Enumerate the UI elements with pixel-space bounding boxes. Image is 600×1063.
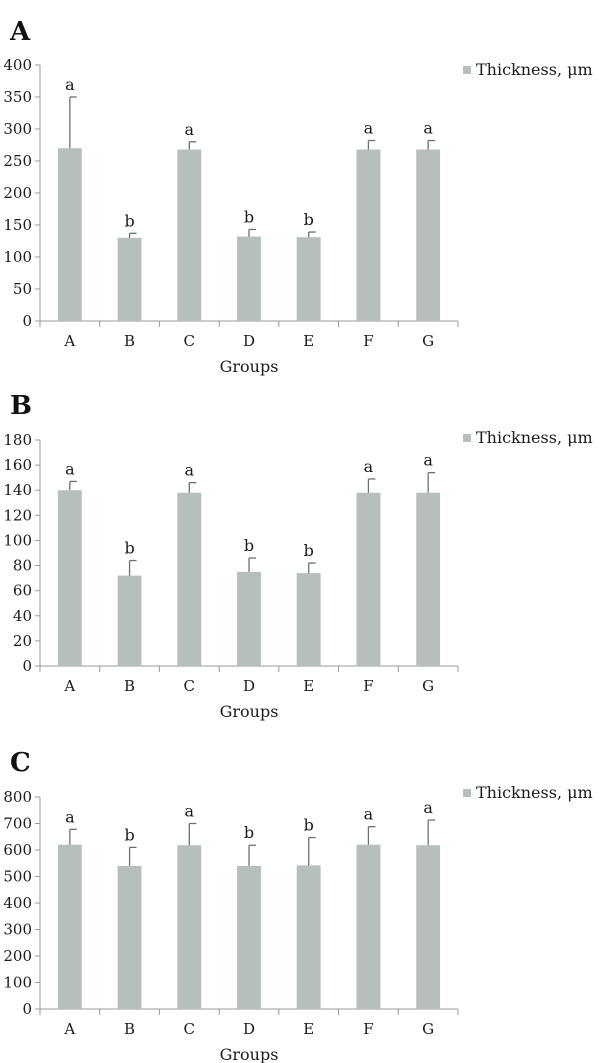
y-tick-label: 250 (3, 152, 32, 170)
bar (237, 237, 261, 321)
legend-label: Thickness, μm (476, 783, 593, 802)
legend-swatch (463, 789, 471, 797)
x-tick-label: D (242, 1020, 256, 1038)
x-tick-label: C (183, 1020, 196, 1038)
y-tick-label: 0 (22, 1000, 32, 1018)
y-tick-label: 100 (3, 531, 32, 550)
significance-letter: a (363, 804, 374, 824)
x-tick-label: G (422, 677, 435, 695)
x-tick-label: E (303, 1020, 315, 1038)
bar (118, 866, 142, 1009)
x-tick-label: B (124, 677, 136, 695)
y-tick-label: 0 (22, 312, 32, 330)
y-tick-label: 80 (12, 556, 32, 575)
y-tick-label: 700 (3, 814, 32, 833)
bar (416, 149, 440, 321)
chart-panel-b (3, 391, 592, 721)
bar (356, 493, 380, 666)
x-tick-label: A (64, 677, 76, 695)
x-tick-label: F (363, 1020, 374, 1038)
bar (416, 845, 440, 1009)
bar (177, 149, 201, 321)
x-axis-label: Groups (219, 702, 279, 721)
x-tick-label: G (422, 332, 435, 350)
x-tick-label: B (124, 332, 136, 350)
bar (58, 845, 82, 1009)
significance-letter: a (65, 459, 75, 479)
bar (356, 149, 380, 321)
significance-letter: b (303, 541, 314, 561)
y-tick-label: 800 (3, 788, 32, 806)
x-tick-label: G (422, 1020, 435, 1038)
significance-letter: b (243, 536, 255, 556)
bar (297, 237, 321, 321)
significance-letter: a (65, 807, 75, 827)
legend-label: Thickness, μm (476, 428, 593, 447)
bar (297, 573, 321, 666)
panel-label: C (10, 748, 31, 778)
y-tick-label: 500 (3, 867, 32, 886)
panel-label: A (10, 17, 31, 47)
significance-letter: b (243, 823, 255, 843)
significance-letter: b (303, 210, 314, 230)
y-tick-label: 100 (3, 248, 32, 266)
legend-swatch (463, 434, 471, 442)
y-tick-label: 50 (12, 280, 32, 298)
significance-letter: b (124, 211, 135, 231)
bar (237, 866, 261, 1009)
y-tick-label: 140 (3, 481, 32, 500)
bar (177, 845, 201, 1009)
y-tick-label: 150 (3, 216, 32, 234)
x-tick-label: A (64, 332, 76, 350)
y-tick-label: 600 (3, 841, 32, 859)
x-tick-label: B (124, 1020, 136, 1038)
bar (118, 238, 142, 321)
y-tick-label: 120 (3, 506, 32, 525)
bar (356, 845, 380, 1009)
x-axis-label: Groups (219, 357, 279, 376)
y-tick-label: 100 (3, 973, 32, 992)
significance-letter: a (363, 118, 374, 138)
significance-letter: b (243, 207, 255, 227)
bar (237, 572, 261, 666)
significance-letter: b (124, 825, 135, 845)
significance-letter: a (423, 798, 433, 818)
bar (58, 148, 82, 321)
y-tick-label: 400 (3, 894, 32, 912)
x-tick-label: C (183, 677, 196, 695)
x-axis-label: Groups (219, 1045, 279, 1063)
y-tick-label: 60 (12, 581, 32, 600)
y-tick-label: 400 (3, 56, 32, 74)
y-tick-label: 40 (12, 606, 32, 625)
chart-panel-c (3, 748, 592, 1063)
y-tick-label: 300 (3, 120, 32, 138)
bar (118, 576, 142, 666)
significance-letter: a (423, 450, 433, 470)
y-tick-label: 350 (3, 88, 32, 106)
y-tick-label: 20 (12, 631, 32, 650)
y-tick-label: 300 (3, 920, 32, 939)
bar (177, 493, 201, 666)
panel-label: B (10, 391, 32, 421)
x-tick-label: D (242, 332, 256, 350)
significance-letter: a (363, 456, 374, 476)
y-tick-label: 200 (3, 947, 32, 965)
y-tick-label: 200 (3, 184, 32, 202)
legend-label: Thickness, μm (476, 60, 593, 79)
x-tick-label: E (303, 332, 315, 350)
bar (58, 490, 82, 666)
significance-letter: a (65, 75, 75, 94)
legend-swatch (463, 66, 471, 74)
significance-letter: a (184, 801, 195, 821)
significance-letter: a (423, 118, 433, 138)
chart-panel-a (3, 17, 592, 376)
significance-letter: a (184, 460, 195, 480)
significance-letter: a (184, 119, 195, 139)
significance-letter: b (303, 815, 314, 835)
bar (416, 493, 440, 666)
x-tick-label: D (242, 677, 256, 695)
x-tick-label: C (183, 332, 196, 350)
x-tick-label: F (363, 677, 374, 695)
bar (297, 865, 321, 1009)
y-tick-label: 180 (3, 431, 32, 449)
y-tick-label: 160 (3, 456, 32, 475)
significance-letter: b (124, 538, 135, 558)
x-tick-label: E (303, 677, 315, 695)
x-tick-label: A (64, 1020, 76, 1038)
y-tick-label: 0 (22, 657, 32, 675)
x-tick-label: F (363, 332, 374, 350)
